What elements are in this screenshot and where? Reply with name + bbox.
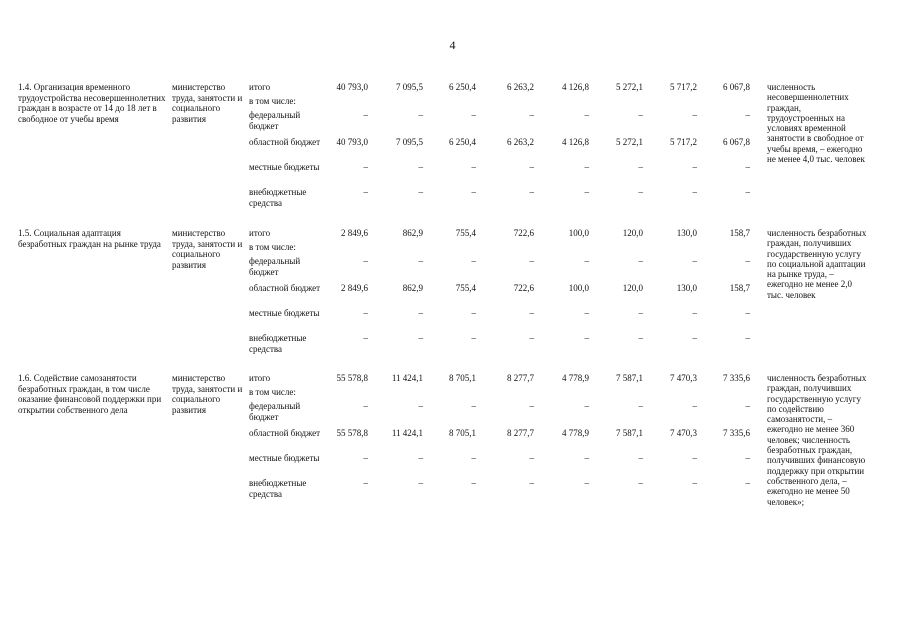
- value-cell: –: [638, 478, 643, 488]
- source-label: федеральный бюджет: [249, 256, 301, 277]
- value-cell: –: [529, 478, 534, 488]
- source-label: федеральный бюджет: [249, 110, 301, 131]
- value-cell: 158,7: [729, 283, 750, 293]
- value-cell: –: [418, 308, 423, 318]
- source-label: областной бюджет: [249, 137, 321, 147]
- source-label: областной бюджет: [249, 283, 321, 293]
- value-cell: –: [418, 110, 423, 120]
- value-cell: –: [638, 110, 643, 120]
- source-label: в том числе:: [249, 242, 296, 252]
- value-cell: –: [471, 256, 476, 266]
- value-cell: –: [418, 401, 423, 411]
- source-label: итого: [249, 228, 271, 238]
- source-label: внебюджетные средства: [249, 333, 307, 354]
- value-cell: –: [692, 256, 697, 266]
- executor: министерство труда, занятости и социального развития: [172, 82, 243, 124]
- source-label: итого: [249, 373, 271, 383]
- funding-row-extrabudgetary: [0, 187, 905, 212]
- value-cell: 4 126,8: [562, 137, 589, 147]
- target-indicator: численность несовершеннолетних граждан, трудоустроенных на условиях временной занятости в свободное от учебы время, – ежегодно не менее 4,0 тыс. человек: [767, 82, 865, 165]
- value-cell: 120,0: [622, 228, 643, 238]
- value-cell: 755,4: [455, 228, 476, 238]
- value-cell: 6 250,4: [449, 137, 476, 147]
- value-cell: –: [692, 187, 697, 197]
- value-cell: –: [584, 453, 589, 463]
- value-cell: 100,0: [568, 228, 589, 238]
- source-label: внебюджетные средства: [249, 478, 307, 499]
- task-title: 1.5. Социальная адаптация безработных граждан на рынке труда: [18, 228, 161, 249]
- value-cell: –: [745, 162, 750, 172]
- value-cell: –: [363, 333, 368, 343]
- value-cell: –: [363, 478, 368, 488]
- value-cell: –: [529, 453, 534, 463]
- value-cell: 40 793,0: [336, 82, 368, 92]
- value-cell: 2 849,6: [341, 283, 368, 293]
- value-cell: –: [638, 453, 643, 463]
- value-cell: 5 717,2: [670, 137, 697, 147]
- value-cell: 6 067,8: [723, 137, 750, 147]
- value-cell: –: [692, 478, 697, 488]
- source-label: в том числе:: [249, 387, 296, 397]
- value-cell: –: [745, 256, 750, 266]
- value-cell: –: [584, 256, 589, 266]
- target-indicator: численность безработных граждан, получивших государственную услугу по социальной адаптации на рынке труда, – ежегодно не менее 2,0 тыс. человек: [767, 228, 867, 300]
- value-cell: –: [692, 453, 697, 463]
- value-cell: 7 470,3: [670, 373, 697, 383]
- source-label: местные бюджеты: [249, 308, 320, 318]
- value-cell: –: [638, 162, 643, 172]
- value-cell: –: [745, 187, 750, 197]
- target-indicator: численность безработных граждан, получивших государственную услугу по содействию самозанятости, – ежегодно не менее 360 человек; численность безработных граждан, получивших финансовую поддержку при открытии собственного дела, – ежегодно не менее 50 человек»;: [767, 373, 867, 507]
- value-cell: 5 717,2: [670, 82, 697, 92]
- value-cell: 6 263,2: [507, 82, 534, 92]
- value-cell: –: [471, 308, 476, 318]
- value-cell: –: [584, 333, 589, 343]
- value-cell: 8 705,1: [449, 373, 476, 383]
- value-cell: –: [638, 308, 643, 318]
- value-cell: –: [529, 333, 534, 343]
- value-cell: 4 778,9: [562, 428, 589, 438]
- value-cell: 6 250,4: [449, 82, 476, 92]
- value-cell: –: [692, 401, 697, 411]
- value-cell: –: [363, 401, 368, 411]
- value-cell: –: [418, 256, 423, 266]
- value-cell: 4 778,9: [562, 373, 589, 383]
- value-cell: 755,4: [455, 283, 476, 293]
- source-label: итого: [249, 82, 271, 92]
- value-cell: –: [529, 187, 534, 197]
- value-cell: –: [638, 401, 643, 411]
- value-cell: 7 335,6: [723, 373, 750, 383]
- value-cell: 5 272,1: [616, 137, 643, 147]
- page-number: 4: [449, 38, 456, 52]
- value-cell: –: [363, 187, 368, 197]
- value-cell: –: [529, 401, 534, 411]
- value-cell: –: [584, 401, 589, 411]
- value-cell: 2 849,6: [341, 228, 368, 238]
- value-cell: 40 793,0: [336, 137, 368, 147]
- funding-row-local: [0, 162, 905, 187]
- value-cell: –: [745, 401, 750, 411]
- value-cell: –: [471, 453, 476, 463]
- value-cell: –: [638, 333, 643, 343]
- value-cell: –: [745, 453, 750, 463]
- value-cell: –: [471, 478, 476, 488]
- value-cell: 862,9: [402, 283, 423, 293]
- task-title: 1.4. Организация временного трудоустройства несовершеннолетних граждан в возрасте от 14 до 18 лет в свободное от учебы время: [18, 82, 166, 124]
- value-cell: 7 470,3: [670, 428, 697, 438]
- value-cell: –: [584, 110, 589, 120]
- value-cell: –: [692, 110, 697, 120]
- value-cell: –: [638, 256, 643, 266]
- value-cell: 55 578,8: [336, 373, 368, 383]
- value-cell: –: [363, 162, 368, 172]
- value-cell: –: [638, 187, 643, 197]
- value-cell: –: [418, 333, 423, 343]
- value-cell: –: [745, 333, 750, 343]
- value-cell: –: [745, 110, 750, 120]
- value-cell: 8 277,7: [507, 373, 534, 383]
- value-cell: –: [418, 453, 423, 463]
- value-cell: 7 095,5: [396, 137, 423, 147]
- executor: министерство труда, занятости и социального развития: [172, 228, 243, 270]
- value-cell: –: [471, 110, 476, 120]
- value-cell: 6 067,8: [723, 82, 750, 92]
- funding-row-extrabudgetary: [0, 333, 905, 358]
- value-cell: –: [745, 308, 750, 318]
- value-cell: –: [584, 308, 589, 318]
- value-cell: –: [363, 256, 368, 266]
- value-cell: 4 126,8: [562, 82, 589, 92]
- value-cell: 7 335,6: [723, 428, 750, 438]
- value-cell: –: [529, 256, 534, 266]
- value-cell: 5 272,1: [616, 82, 643, 92]
- source-label: в том числе:: [249, 96, 296, 106]
- value-cell: 722,6: [513, 283, 534, 293]
- value-cell: 158,7: [729, 228, 750, 238]
- task-title: 1.6. Содействие самозанятости безработных граждан, в том числе оказание финансовой поддержки при открытии собственного дела: [18, 373, 162, 415]
- value-cell: 100,0: [568, 283, 589, 293]
- value-cell: 7 587,1: [616, 428, 643, 438]
- value-cell: 11 424,1: [391, 428, 423, 438]
- value-cell: –: [745, 478, 750, 488]
- value-cell: 722,6: [513, 228, 534, 238]
- value-cell: 862,9: [402, 228, 423, 238]
- value-cell: –: [471, 333, 476, 343]
- value-cell: –: [363, 308, 368, 318]
- value-cell: 130,0: [676, 283, 697, 293]
- value-cell: –: [584, 162, 589, 172]
- value-cell: –: [471, 187, 476, 197]
- value-cell: –: [471, 162, 476, 172]
- value-cell: –: [418, 187, 423, 197]
- value-cell: 130,0: [676, 228, 697, 238]
- value-cell: 6 263,2: [507, 137, 534, 147]
- value-cell: –: [529, 308, 534, 318]
- value-cell: 11 424,1: [391, 373, 423, 383]
- value-cell: 8 705,1: [449, 428, 476, 438]
- source-label: федеральный бюджет: [249, 401, 301, 422]
- value-cell: –: [363, 110, 368, 120]
- value-cell: –: [692, 333, 697, 343]
- executor: министерство труда, занятости и социального развития: [172, 373, 243, 415]
- value-cell: –: [692, 162, 697, 172]
- funding-row-local: [0, 308, 905, 333]
- value-cell: 55 578,8: [336, 428, 368, 438]
- value-cell: 120,0: [622, 283, 643, 293]
- value-cell: 7 587,1: [616, 373, 643, 383]
- value-cell: –: [418, 478, 423, 488]
- source-label: областной бюджет: [249, 428, 321, 438]
- value-cell: –: [363, 453, 368, 463]
- value-cell: 8 277,7: [507, 428, 534, 438]
- value-cell: –: [529, 110, 534, 120]
- value-cell: –: [418, 162, 423, 172]
- source-label: внебюджетные средства: [249, 187, 307, 208]
- value-cell: –: [692, 308, 697, 318]
- value-cell: –: [584, 478, 589, 488]
- source-label: местные бюджеты: [249, 453, 320, 463]
- value-cell: –: [529, 162, 534, 172]
- value-cell: –: [584, 187, 589, 197]
- source-label: местные бюджеты: [249, 162, 320, 172]
- value-cell: –: [471, 401, 476, 411]
- value-cell: 7 095,5: [396, 82, 423, 92]
